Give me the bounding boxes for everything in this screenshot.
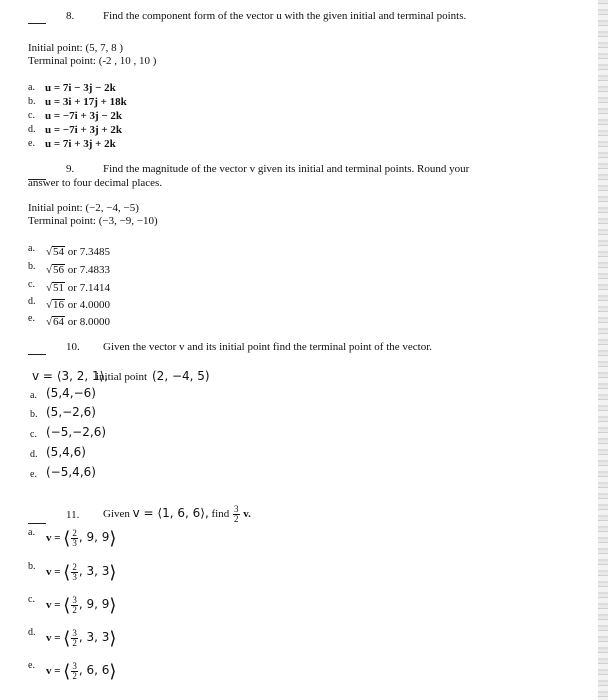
q10-option-letter: d. — [30, 449, 38, 460]
q10-number: 10. — [66, 341, 80, 353]
q9-decimal: or 8.0000 — [67, 316, 110, 328]
q8-terminal-point: Terminal point: (-2 , 10 , 10 ) — [28, 55, 157, 67]
q9-option-a — [46, 246, 110, 258]
q11-find-v: v. — [243, 508, 251, 521]
q9-number: 9. — [66, 163, 75, 175]
q10-initial-label: initial point — [96, 371, 148, 383]
sqrt-icon: √ — [46, 264, 53, 276]
q9-option-letter: e. — [28, 313, 35, 324]
q10-initial-point: (2, −4, 5) — [152, 369, 210, 383]
q10-option-c: (−5,−2,6) — [46, 425, 107, 439]
q9-option-letter: a. — [28, 243, 35, 254]
q8-option-b: u = 3i + 17j + 18k — [45, 96, 127, 108]
q8-option-a: u = 7i − 3j − 2k — [45, 82, 116, 94]
q8-prompt: Find the component form of the vector u with the given initial and terminal points. — [103, 10, 467, 22]
q9-radicand: 51 — [53, 282, 65, 294]
q8-option-letter: c. — [28, 110, 35, 121]
sqrt-icon: √ — [46, 246, 53, 258]
q9-option-c — [46, 282, 110, 294]
q11-option-a: v = ⟨ $\frac{2}{3}$ , 9, 9⟩ — [46, 528, 117, 549]
q9-radicand: 64 — [53, 316, 65, 328]
q9-decimal: or 7.1414 — [67, 282, 110, 294]
q9-initial-point: Initial point: (−2, −4, −5) — [28, 202, 139, 214]
q9-prompt-line2: answer to four decimal places. — [28, 177, 163, 189]
q8-option-e: u = 7i + 3j + 2k — [45, 138, 116, 150]
q8-number: 8. — [66, 10, 75, 22]
q10-prompt: Given the vector v and its initial point find the terminal point of the vector. — [103, 341, 433, 353]
q11-number: 11. — [66, 509, 80, 521]
q11-answer-blank[interactable] — [28, 514, 46, 527]
q9-radicand: 16 — [53, 299, 65, 311]
scanned-page-edge — [598, 0, 608, 700]
q10-vector: v = ⟨3, 2, 1⟩, — [32, 369, 109, 383]
q8-answer-blank[interactable] — [28, 14, 46, 27]
q9-prompt-line1: Find the magnitude of the vector v given its initial and terminal points. Round your — [103, 163, 470, 175]
q8-option-d: u = −7i + 3j + 2k — [45, 124, 123, 136]
q10-option-letter: e. — [30, 469, 37, 480]
q9-terminal-point: Terminal point: (−3, −9, −10) — [28, 215, 158, 227]
q10-answer-blank[interactable] — [28, 345, 46, 358]
q10-option-letter: a. — [30, 390, 37, 401]
q10-option-letter: c. — [30, 429, 37, 440]
q9-option-letter: b. — [28, 261, 36, 272]
q11-option-d: v = ⟨ $\frac{3}{2}$ , 3, 3⟩ — [46, 628, 117, 649]
q11-option-b: v = ⟨ $\frac{2}{3}$ , 3, 3⟩ — [46, 562, 117, 583]
q11-find-label: find — [211, 508, 230, 521]
q11-option-c: v = ⟨ $\frac{3}{2}$ , 9, 9⟩ — [46, 595, 117, 616]
q11-option-letter: d. — [28, 627, 36, 638]
sqrt-icon: √ — [46, 299, 53, 311]
q9-radicand: 56 — [53, 264, 65, 276]
q9-option-letter: d. — [28, 296, 36, 307]
q8-option-c: u = −7i + 3j − 2k — [45, 110, 123, 122]
q10-option-b: (5,−2,6) — [46, 405, 96, 419]
q11-given-label: Given — [103, 508, 130, 521]
q9-option-b — [46, 264, 110, 276]
sqrt-icon: √ — [46, 282, 53, 294]
q8-option-letter: a. — [28, 82, 35, 93]
q10-option-e: (−5,4,6) — [46, 465, 96, 479]
q10-option-d: (5,4,6) — [46, 445, 86, 459]
q11-option-letter: e. — [28, 660, 35, 671]
q10-option-a: (5,4,−6) — [46, 386, 96, 400]
q11-scalar-fraction: $\frac{3}{2}$ — [234, 504, 239, 524]
q11-option-e: v = ⟨ $\frac{3}{2}$ , 6, 6⟩ — [46, 661, 117, 682]
q9-radicand: 54 — [53, 246, 65, 258]
q11-option-letter: c. — [28, 594, 35, 605]
q11-option-letter: a. — [28, 527, 35, 538]
q11-vector: v = ⟨1, 6, 6⟩, — [132, 506, 209, 521]
q11-option-letter: b. — [28, 561, 36, 572]
q9-decimal: or 4.0000 — [67, 299, 110, 311]
q9-option-letter: c. — [28, 279, 35, 290]
q10-option-letter: b. — [30, 409, 38, 420]
q8-option-letter: e. — [28, 138, 35, 149]
sqrt-icon: √ — [46, 316, 53, 328]
q11-prompt — [103, 505, 251, 524]
q9-option-d — [46, 299, 110, 311]
q8-initial-point: Initial point: (5, 7, 8 ) — [28, 42, 124, 54]
q9-decimal: or 7.3485 — [67, 246, 110, 258]
q8-option-letter: b. — [28, 96, 36, 107]
q9-option-e — [46, 316, 110, 328]
q9-decimal: or 7.4833 — [67, 264, 110, 276]
q8-option-letter: d. — [28, 124, 36, 135]
